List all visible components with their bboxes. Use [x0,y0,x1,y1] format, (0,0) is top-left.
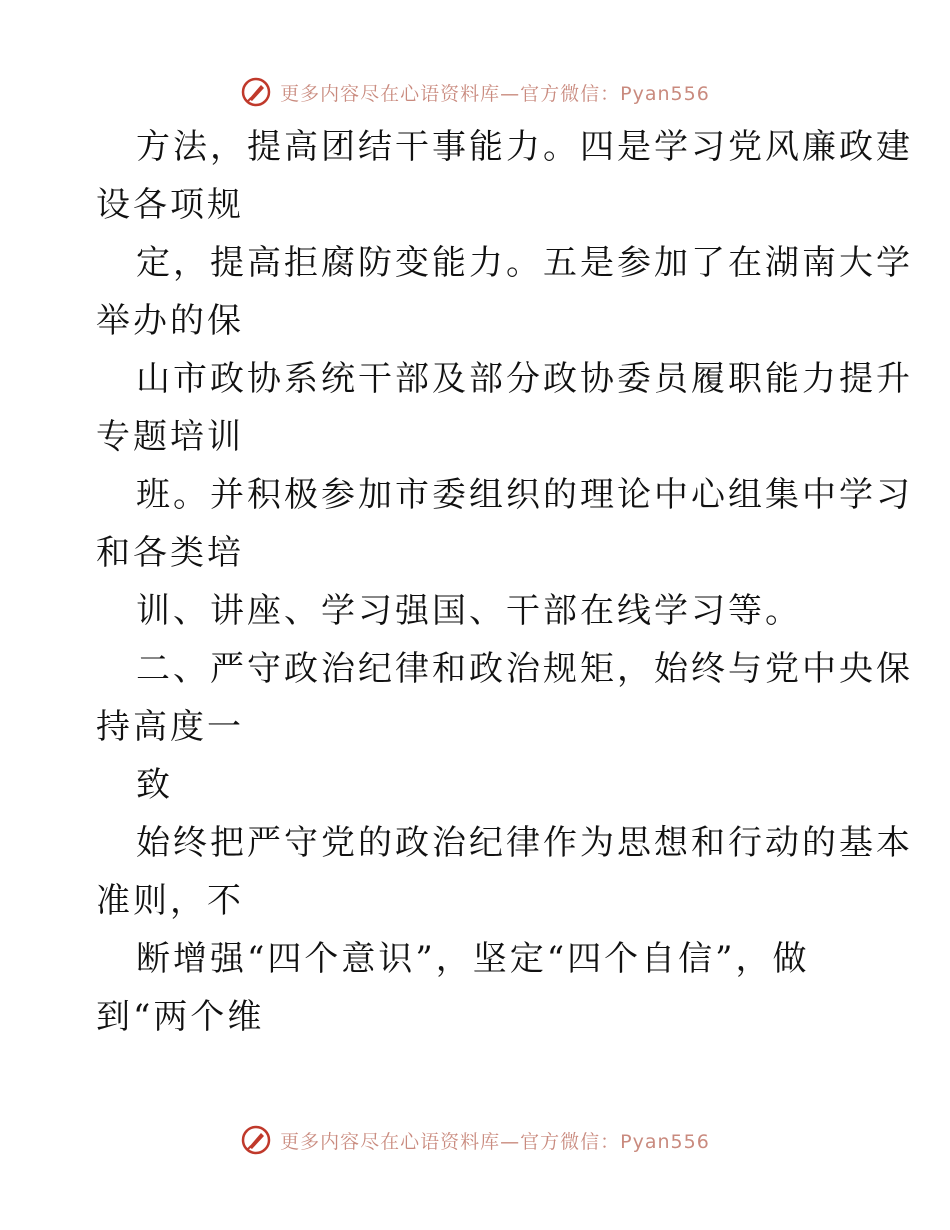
footer-watermark [0,1120,950,1160]
text-line: 训、讲座、学习强国、干部在线学习等。 [136,591,802,631]
text-line: 致 [136,765,173,805]
text-line: 和各类培 [96,533,244,573]
text-line: 准则，不 [96,881,244,921]
text-line: 方法，提高团结干事能力。四是学习党风廉政建 [136,127,913,167]
text-line: 到“两个维 [96,997,265,1037]
document-body [96,118,913,1046]
text-line: 二、严守政治纪律和政治规矩，始终与党中央保 [136,649,913,689]
pen-logo-icon [240,1124,272,1156]
text-line: 山市政协系统干部及部分政协委员履职能力提升 [136,359,913,399]
header-watermark [0,72,950,112]
text-line: 设各项规 [96,185,244,225]
text-line: 始终把严守党的政治纪律作为思想和行动的基本 [136,823,913,863]
text-line: 持高度一 [96,707,244,747]
text-line: 定，提高拒腐防变能力。五是参加了在湖南大学 [136,243,913,283]
watermark-text: 更多内容尽在心语资料库—官方微信：Pyan556 [280,1130,710,1153]
pen-logo-icon [240,76,272,108]
watermark-text: 更多内容尽在心语资料库—官方微信：Pyan556 [280,82,710,105]
text-line: 断增强“四个意识”，坚定“四个自信”，做 [136,939,810,979]
text-line: 举办的保 [96,301,244,341]
text-line: 班。并积极参加市委组织的理论中心组集中学习 [136,475,913,515]
text-line: 专题培训 [96,417,244,457]
